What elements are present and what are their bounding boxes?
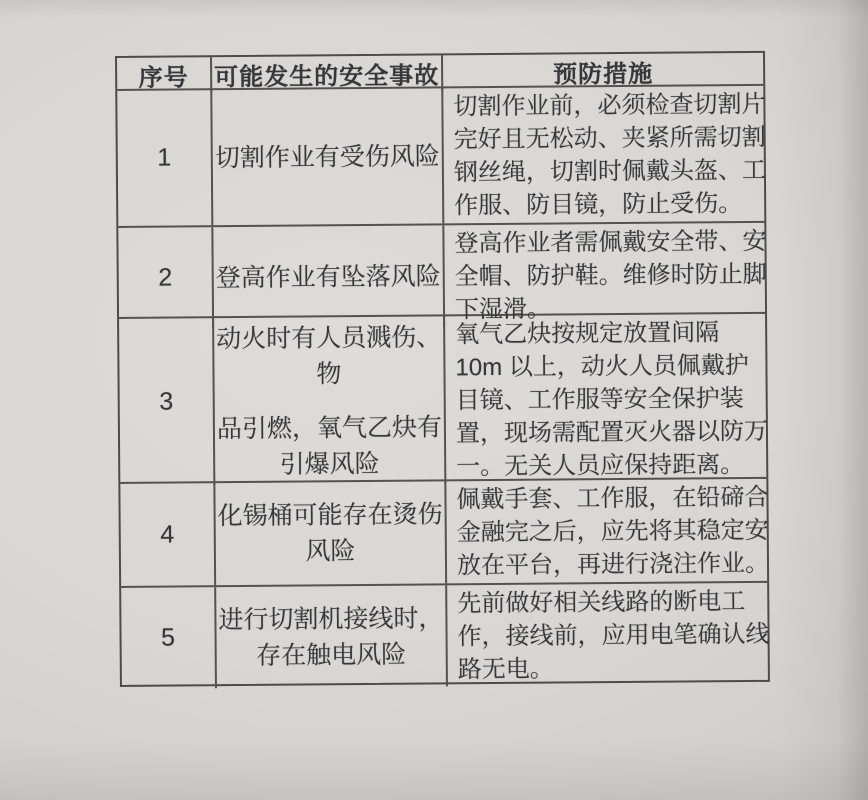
accident-cell — [212, 88, 444, 225]
table-row — [119, 314, 769, 484]
accident-text-line: 品引燃，氧气乙炔有 — [216, 412, 443, 443]
safety-hazard-table — [115, 51, 770, 687]
row-number-cell: 4 — [120, 483, 216, 586]
accident-cell — [214, 316, 446, 485]
accident-text-line: 化锡桶可能存在烫伤 — [217, 500, 443, 531]
measure-text-line: 放在平台，再进行浇注作业。 — [456, 549, 770, 580]
table-body — [117, 86, 768, 685]
accident-text-line: 进行切割机接线时， — [218, 603, 444, 634]
table-row — [118, 223, 767, 324]
measures-cell — [446, 479, 771, 584]
measure-text-line: 一。无关人员应保持距离。 — [456, 451, 745, 481]
accident-cell — [216, 585, 448, 688]
measure-text-line: 作服、防目镜，防止受伤。 — [454, 190, 743, 220]
measures-cell — [443, 86, 768, 224]
measures-cell — [445, 314, 770, 484]
row-number-cell: 1 — [117, 90, 213, 226]
accident-text-line: 动火时有人员溅伤、 — [216, 322, 442, 353]
measure-text-line: 下湿滑。 — [454, 295, 552, 324]
measure-text-line: 切割作业前，必须检查切割片 — [453, 90, 766, 121]
measure-text-line: 先前做好相关线路的断电工 — [457, 588, 746, 618]
measure-text-line: 置，现场需配置灭火器以防万 — [455, 417, 769, 448]
measures-cell — [444, 223, 769, 327]
measure-text-line: 路无电。 — [457, 655, 554, 684]
table-row — [121, 583, 768, 685]
measure-text-line: 目镜、工作服等安全保护装 — [455, 385, 744, 415]
header-prevention-measures: 预防措施 — [553, 60, 654, 89]
measure-text-line: 作，接线前，应用电笔确认线 — [457, 620, 770, 651]
row-number-cell: 5 — [121, 587, 217, 689]
accident-cell — [213, 225, 445, 328]
table-row — [117, 86, 767, 228]
accident-text-line: 存在触电风险 — [256, 640, 407, 670]
measure-text-line: 10m 以上，动火人员佩戴护 — [455, 352, 749, 382]
table-header-row — [117, 53, 763, 91]
row-number-cell: 2 — [118, 227, 214, 329]
measure-text-line: 完好且无松动、夹紧所需切割 — [453, 123, 766, 154]
accident-text-line: 风险 — [305, 537, 356, 566]
measure-text-line: 佩戴手套、工作服，在铅碲合 — [456, 483, 769, 514]
row-number-cell: 3 — [119, 318, 215, 486]
measure-text-line: 钢丝绳，切割时佩戴头盔、工 — [453, 156, 767, 187]
header-possible-accident: 可能发生的安全事故 — [212, 55, 443, 92]
measure-text-line: 金融完之后，应先将其稳定安 — [456, 516, 769, 547]
accident-text-line: 切割作业有受伤风险 — [214, 141, 440, 172]
measure-text-line: 氧气乙炔按规定放置间隔 — [455, 319, 720, 349]
accident-text-line: 物 — [316, 359, 342, 388]
accident-cell — [215, 481, 447, 585]
accident-text-line: 引爆风险 — [279, 449, 380, 479]
table-row — [120, 479, 770, 588]
measure-text-line: 登高作业者需佩戴安全带、安 — [454, 227, 767, 258]
accident-text-line: 登高作业有坠落风险 — [215, 261, 441, 292]
header-serial-number: 序号 — [117, 57, 212, 93]
measure-text-line: 全帽、防护鞋。维修时防止脚 — [454, 260, 767, 291]
measures-cell — [447, 583, 772, 687]
